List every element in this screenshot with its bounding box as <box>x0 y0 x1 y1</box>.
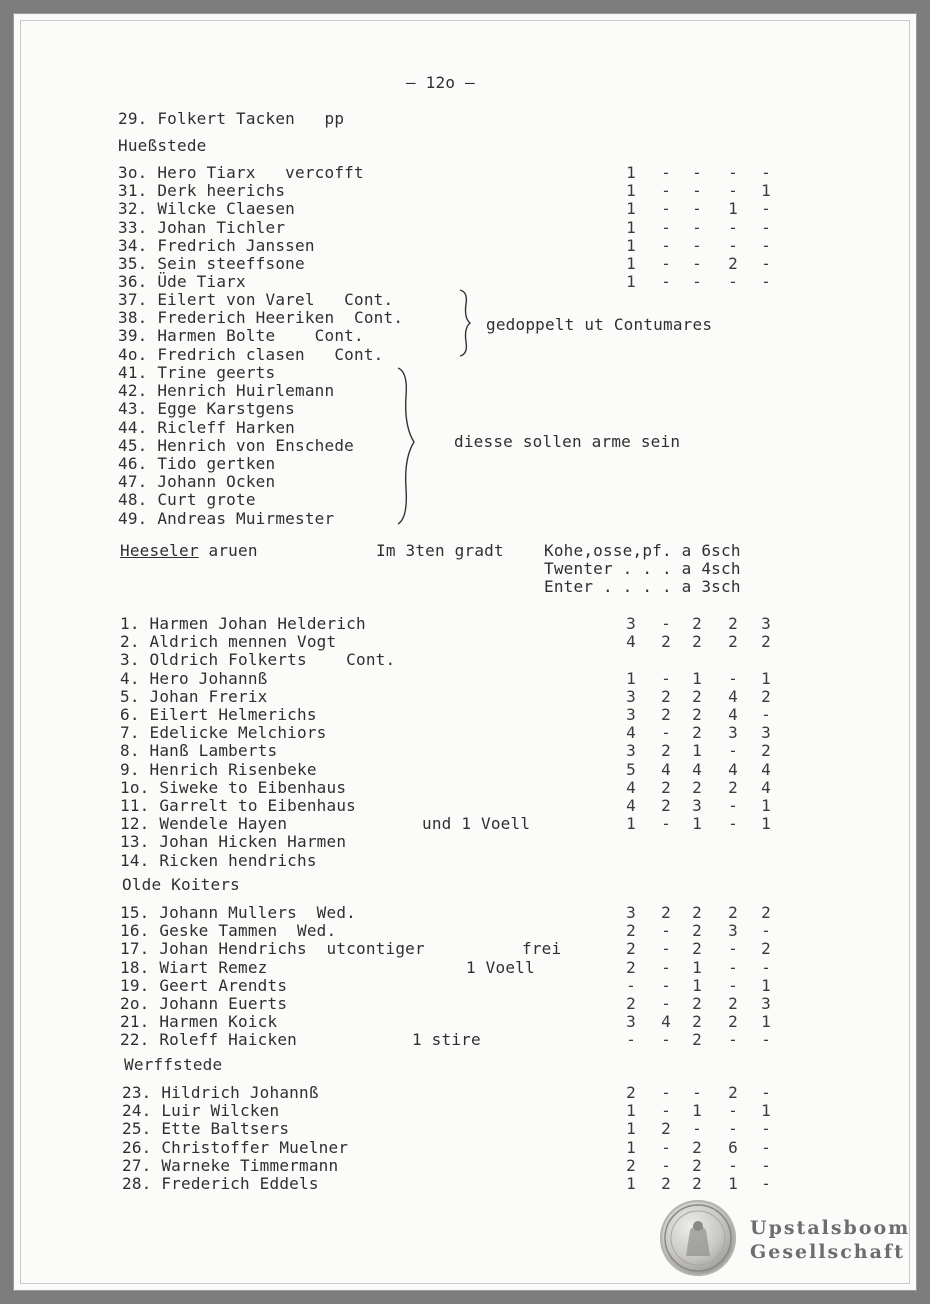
entry-value: 3 <box>761 723 771 743</box>
entry-value: 4 <box>661 759 671 779</box>
entry-value: 2 <box>626 957 636 977</box>
entry-value: 1 <box>626 814 636 834</box>
entry-value: 2 <box>692 1174 702 1193</box>
entry-value: 3 <box>728 921 738 941</box>
entry-value: - <box>728 1119 738 1139</box>
entry-annotation: frei <box>522 939 562 959</box>
entry-value: 4 <box>661 1012 671 1032</box>
rate-line-1: Kohe,osse,pf. a 6sch <box>544 541 741 560</box>
entry-value: - <box>761 1137 771 1157</box>
entry-label: 2. Aldrich mennen Vogt <box>120 632 337 652</box>
entry-value: - <box>761 705 771 724</box>
entry-label: 44. Ricleff Harken <box>118 417 295 437</box>
entry-value: 1 <box>626 199 636 219</box>
entry-label: 7. Edelicke Melchiors <box>120 723 327 743</box>
entry-value: 2 <box>661 903 671 922</box>
entry-value: 2 <box>728 1083 738 1102</box>
entry-value: - <box>692 217 702 237</box>
entry-value: - <box>692 1119 702 1139</box>
rate-line-2: Twenter . . . a 4sch <box>544 559 741 578</box>
entry-value: - <box>728 272 738 292</box>
entry-label: 6. Eilert Helmerichs <box>120 705 317 724</box>
entry-label: 42. Henrich Huirlemann <box>118 381 335 401</box>
entry-value: - <box>728 975 738 995</box>
entry-label: 17. Johan Hendrichs utcontiger <box>120 939 425 959</box>
entry-label: 49. Andreas Muirmester <box>118 508 335 528</box>
entry-value: - <box>761 235 771 255</box>
entry-value: 2 <box>626 994 636 1013</box>
entry-value: 2 <box>728 994 738 1013</box>
entry-label: 1o. Siweke to Eibenhaus <box>120 777 347 797</box>
entry-value: - <box>661 975 671 995</box>
entry-value: - <box>692 254 702 273</box>
entry-value: - <box>661 272 671 292</box>
entry-value: 4 <box>626 632 636 652</box>
entry-value: 2 <box>661 796 671 815</box>
entry-value: 1 <box>626 1119 636 1139</box>
entry-annotation: 1 Voell <box>466 957 535 977</box>
entry-label: 26. Christoffer Muelner <box>122 1137 349 1157</box>
entry-value: - <box>661 217 671 237</box>
rate-line-3: Enter . . . . a 3sch <box>544 577 741 596</box>
entry-value: - <box>761 163 771 182</box>
entry-label: 39. Harmen Bolte Cont. <box>118 326 364 346</box>
entry-label: 3. Oldrich Folkerts Cont. <box>120 650 396 670</box>
entry-value: - <box>692 272 702 292</box>
entry-value: 1 <box>626 1137 636 1157</box>
entry-value: - <box>761 272 771 292</box>
entry-value: 2 <box>761 632 771 652</box>
entry-label: 13. Johan Hicken Harmen <box>120 832 347 852</box>
header-entry: 29. Folkert Tacken pp <box>118 109 345 128</box>
entry-value: - <box>728 957 738 977</box>
entry-value: 2 <box>728 254 738 273</box>
brace-arme <box>394 366 418 526</box>
entry-value: - <box>692 1083 702 1102</box>
entry-label: 9. Henrich Risenbeke <box>120 759 317 779</box>
entry-label: 33. Johan Tichler <box>118 217 286 237</box>
entry-value: - <box>761 217 771 237</box>
brand-line-1: Upstalsboom <box>750 1217 911 1239</box>
entry-value: - <box>761 254 771 273</box>
entry-value: 2 <box>761 741 771 761</box>
entry-label: 3o. Hero Tiarx vercofft <box>118 163 364 182</box>
entry-label: 27. Warneke Timmermann <box>122 1155 339 1175</box>
entry-value: 2 <box>661 1119 671 1139</box>
entry-value: 2 <box>692 614 702 633</box>
entry-value: - <box>761 1083 771 1102</box>
document-page <box>14 14 916 1290</box>
heeseler-title <box>120 542 258 560</box>
entry-value: 4 <box>728 686 738 706</box>
section-title-olde-koiters: Olde Koiters <box>122 875 240 894</box>
entry-value: - <box>728 181 738 201</box>
entry-value: 1 <box>626 668 636 688</box>
entry-label: 43. Egge Karstgens <box>118 399 295 419</box>
entry-label: 48. Curt grote <box>118 490 256 510</box>
entry-value: 1 <box>761 796 771 815</box>
entry-value: 4 <box>626 796 636 815</box>
entry-value: - <box>728 939 738 959</box>
entry-value: 2 <box>692 921 702 941</box>
entry-value: 2 <box>761 939 771 959</box>
entry-value: 4 <box>626 777 636 797</box>
entry-value: - <box>761 1119 771 1139</box>
entry-label: 24. Luir Wilcken <box>122 1101 280 1121</box>
entry-value: 2 <box>728 1012 738 1032</box>
entry-value: - <box>761 957 771 977</box>
section-title-werffstede: Werffstede <box>124 1055 223 1074</box>
note-contumares: gedoppelt ut Contumares <box>486 315 713 334</box>
entry-value: 2 <box>692 903 702 922</box>
entry-value: - <box>661 181 671 201</box>
entry-value: 1 <box>626 235 636 255</box>
entry-label: 8. Hanß Lamberts <box>120 741 278 761</box>
entry-label: 14. Ricken hendrichs <box>120 850 317 870</box>
entry-value: - <box>661 1030 671 1050</box>
section-title-huesstede: Hueßstede <box>118 136 207 155</box>
brand-line-2: Gesellschaft <box>750 1241 905 1263</box>
entry-value: 5 <box>626 759 636 779</box>
entry-annotation: und 1 Voell <box>422 814 531 834</box>
heeseler-grade: Im 3ten gradt <box>376 541 504 560</box>
entry-value: - <box>692 199 702 219</box>
entry-value: - <box>728 1030 738 1050</box>
entry-value: - <box>728 668 738 688</box>
entry-value: 4 <box>761 777 771 797</box>
entry-label: 1. Harmen Johan Helderich <box>120 614 366 633</box>
entry-value: 1 <box>692 668 702 688</box>
entry-value: 2 <box>661 741 671 761</box>
entry-label: 23. Hildrich Johannß <box>122 1083 319 1102</box>
entry-value: 2 <box>728 777 738 797</box>
entry-value: 4 <box>626 723 636 743</box>
entry-label: 22. Roleff Haicken <box>120 1030 297 1050</box>
entry-value: - <box>761 1174 771 1193</box>
entry-value: 2 <box>692 994 702 1013</box>
entry-value: 1 <box>626 163 636 182</box>
entry-value: - <box>761 1155 771 1175</box>
entry-value: 2 <box>692 723 702 743</box>
entry-value: 1 <box>692 1101 702 1121</box>
entry-label: 32. Wilcke Claesen <box>118 199 295 219</box>
entry-value: - <box>661 614 671 633</box>
entry-value: - <box>661 723 671 743</box>
entry-value: 3 <box>692 796 702 815</box>
entry-label: 4o. Fredrich clasen Cont. <box>118 344 384 364</box>
entry-label: 21. Harmen Koick <box>120 1012 278 1032</box>
entry-value: 3 <box>761 614 771 633</box>
entry-value: 1 <box>626 217 636 237</box>
entry-value: - <box>661 1101 671 1121</box>
entry-value: - <box>692 235 702 255</box>
entry-value: - <box>661 668 671 688</box>
entry-value: 2 <box>661 777 671 797</box>
entry-value: - <box>692 181 702 201</box>
entry-value: 2 <box>661 705 671 724</box>
entry-value: - <box>661 939 671 959</box>
entry-value: - <box>728 1101 738 1121</box>
entry-value: 2 <box>692 705 702 724</box>
entry-value: 2 <box>626 921 636 941</box>
entry-value: 4 <box>728 759 738 779</box>
entry-value: - <box>661 1155 671 1175</box>
entry-value: 1 <box>626 1101 636 1121</box>
entry-value: 2 <box>761 686 771 706</box>
entry-value: - <box>728 741 738 761</box>
entry-label: 37. Eilert von Varel Cont. <box>118 290 394 309</box>
entry-value: 3 <box>626 705 636 724</box>
entry-value: 1 <box>692 814 702 834</box>
entry-value: 1 <box>761 814 771 834</box>
entry-label: 34. Fredrich Janssen <box>118 235 315 255</box>
entry-value: - <box>661 1083 671 1102</box>
entry-value: - <box>661 199 671 219</box>
entry-label: 19. Geert Arendts <box>120 975 288 995</box>
entry-value: 2 <box>728 903 738 922</box>
entry-value: 2 <box>661 632 671 652</box>
entry-value: 2 <box>692 939 702 959</box>
entry-value: 1 <box>626 181 636 201</box>
entry-value: - <box>661 1137 671 1157</box>
entry-value: 1 <box>728 1174 738 1193</box>
entry-value: 4 <box>692 759 702 779</box>
entry-value: 2 <box>661 1174 671 1193</box>
entry-label: 36. Üde Tiarx <box>118 272 246 292</box>
entry-value: 1 <box>761 181 771 201</box>
entry-value: 2 <box>692 1155 702 1175</box>
entry-value: 2 <box>626 1155 636 1175</box>
heeseler-title-rest: aruen <box>198 541 258 560</box>
entry-value: - <box>626 1030 636 1050</box>
entry-value: 1 <box>692 975 702 995</box>
entry-label: 15. Johann Mullers Wed. <box>120 903 356 922</box>
entry-value: - <box>728 814 738 834</box>
entry-value: 2 <box>626 1083 636 1102</box>
entry-value: - <box>661 957 671 977</box>
entry-value: - <box>661 994 671 1013</box>
entry-value: 4 <box>728 705 738 724</box>
entry-label: 12. Wendele Hayen <box>120 814 288 834</box>
entry-label: 47. Johann Ocken <box>118 472 276 492</box>
entry-label: 28. Frederich Eddels <box>122 1174 319 1193</box>
entry-label: 11. Garrelt to Eibenhaus <box>120 796 356 815</box>
entry-value: 3 <box>728 723 738 743</box>
entry-label: 18. Wiart Remez <box>120 957 268 977</box>
entry-value: 1 <box>692 741 702 761</box>
entry-value: - <box>728 235 738 255</box>
entry-value: - <box>626 975 636 995</box>
entry-value: 2 <box>692 1012 702 1032</box>
entry-value: 1 <box>761 975 771 995</box>
entry-value: - <box>761 1030 771 1050</box>
entry-value: - <box>728 796 738 815</box>
heeseler-title-underlined: Heeseler <box>120 541 199 560</box>
entry-label: 31. Derk heerichs <box>118 181 286 201</box>
entry-value: 6 <box>728 1137 738 1157</box>
entry-value: 1 <box>761 1101 771 1121</box>
entry-value: 1 <box>626 254 636 273</box>
entry-value: - <box>761 199 771 219</box>
entry-value: - <box>661 235 671 255</box>
entry-value: 2 <box>692 632 702 652</box>
entry-value: 1 <box>728 199 738 219</box>
note-arme: diesse sollen arme sein <box>454 432 681 451</box>
entry-value: - <box>661 921 671 941</box>
entry-value: - <box>661 163 671 182</box>
entry-value: - <box>692 163 702 182</box>
entry-value: 2 <box>728 632 738 652</box>
entry-value: 3 <box>626 741 636 761</box>
entry-label: 46. Tido gertken <box>118 454 276 473</box>
entry-value: 2 <box>692 1137 702 1157</box>
entry-label: 5. Johan Frerix <box>120 686 268 706</box>
entry-label: 41. Trine geerts <box>118 363 276 382</box>
entry-value: 2 <box>692 686 702 706</box>
entry-value: 4 <box>761 759 771 779</box>
entry-label: 38. Frederich Heeriken Cont. <box>118 308 404 328</box>
entry-value: 3 <box>626 686 636 706</box>
entry-value: 2 <box>692 777 702 797</box>
entry-annotation: 1 stire <box>412 1030 481 1050</box>
entry-label: 45. Henrich von Enschede <box>118 435 354 455</box>
entry-value: 1 <box>626 272 636 292</box>
entry-value: 2 <box>728 614 738 633</box>
entry-value: - <box>661 814 671 834</box>
entry-value: 3 <box>626 1012 636 1032</box>
page-number: – 12o – <box>406 73 475 92</box>
seal-emblem <box>660 1200 736 1276</box>
entry-value: 1 <box>761 1012 771 1032</box>
entry-value: 3 <box>626 614 636 633</box>
entry-value: 1 <box>692 957 702 977</box>
entry-value: - <box>761 921 771 941</box>
entry-value: 3 <box>761 994 771 1013</box>
entry-value: - <box>728 1155 738 1175</box>
entry-value: 1 <box>626 1174 636 1193</box>
entry-value: 2 <box>692 1030 702 1050</box>
entry-value: - <box>728 217 738 237</box>
entry-label: 35. Sein steeffsone <box>118 254 305 273</box>
entry-value: - <box>661 254 671 273</box>
entry-value: 1 <box>761 668 771 688</box>
entry-label: 25. Ette Baltsers <box>122 1119 290 1139</box>
entry-value: 2 <box>661 686 671 706</box>
entry-label: 2o. Johann Euerts <box>120 994 288 1013</box>
entry-value: 2 <box>761 903 771 922</box>
entry-value: 3 <box>626 903 636 922</box>
entry-label: 16. Geske Tammen Wed. <box>120 921 337 941</box>
brace-contumares <box>454 288 476 358</box>
entry-value: - <box>728 163 738 182</box>
entry-label: 4. Hero Johannß <box>120 668 268 688</box>
entry-value: 2 <box>626 939 636 959</box>
